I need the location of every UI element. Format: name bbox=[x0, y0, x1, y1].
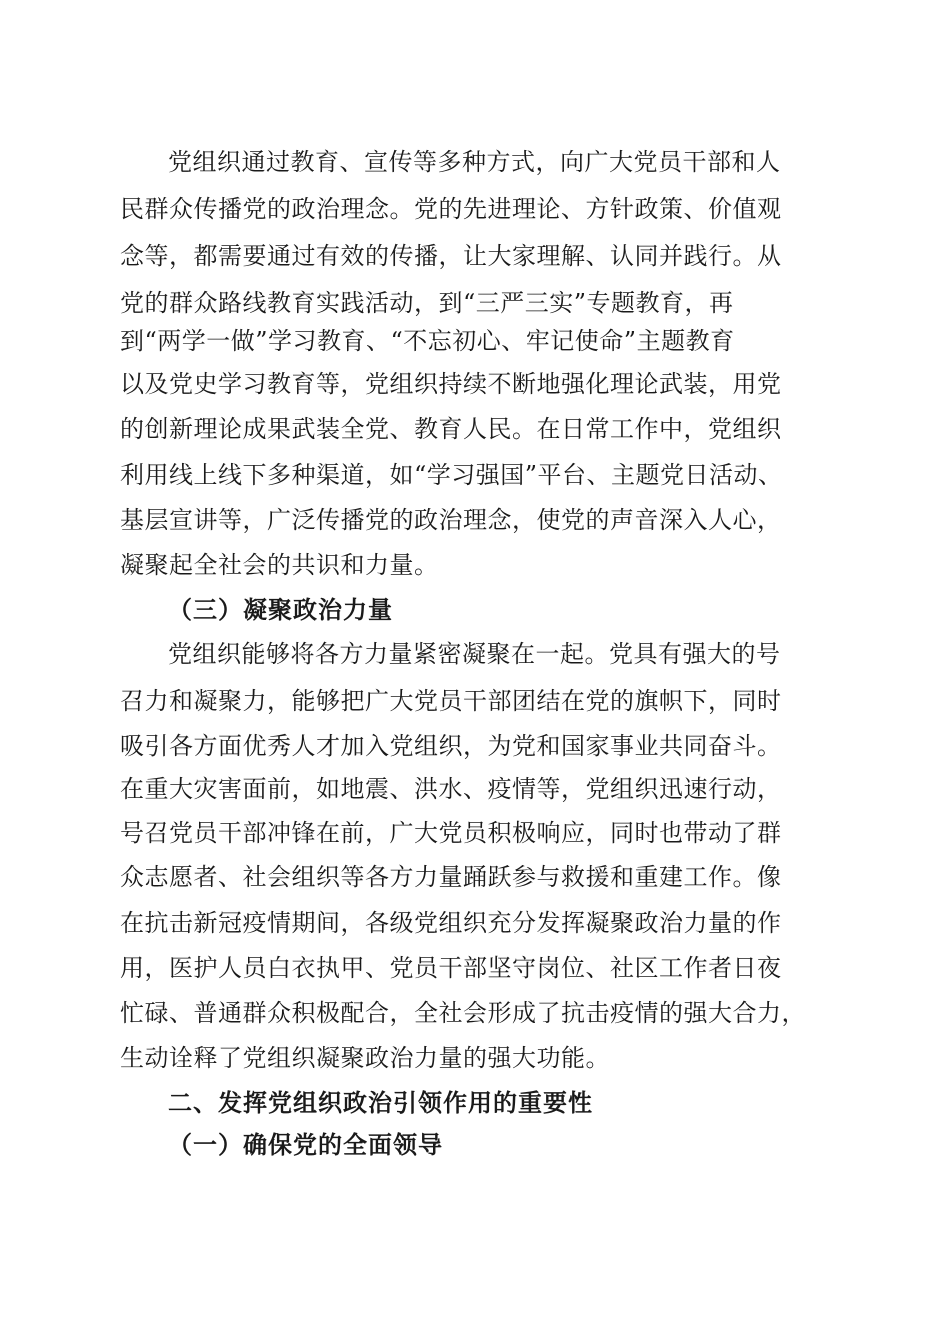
paragraph2-line-7: 在抗击新冠疫情期间，各级党组织充分发挥凝聚政治力量的作 bbox=[120, 909, 782, 937]
paragraph1-line-4: 党的群众路线教育实践活动，到“三严三实”专题教育，再 bbox=[120, 289, 734, 317]
section-two-heading: 二、发挥党组织政治引领作用的重要性 bbox=[168, 1089, 593, 1117]
paragraph2-line-10: 生动诠释了党组织凝聚政治力量的强大功能。 bbox=[120, 1044, 610, 1072]
section-two-sub1-heading: （一）确保党的全面领导 bbox=[168, 1130, 443, 1159]
paragraph1-line-1: 党组织通过教育、宣传等多种方式，向广大党员干部和人 bbox=[168, 148, 781, 176]
paragraph2-line-3: 吸引各方面优秀人才加入党组织，为党和国家事业共同奋斗。 bbox=[120, 732, 782, 760]
paragraph1-line-7: 的创新理论成果武装全党、教育人民。在日常工作中，党组织 bbox=[120, 415, 782, 443]
paragraph2-line-6: 众志愿者、社会组织等各方力量踊跃参与救援和重建工作。像 bbox=[120, 863, 782, 891]
paragraph1-line-6: 以及党史学习教育等，党组织持续不断地强化理论武装，用党 bbox=[120, 370, 782, 398]
paragraph2-line-4: 在重大灾害面前，如地震、洪水、疫情等，党组织迅速行动， bbox=[120, 775, 782, 803]
paragraph2-line-5: 号召党员干部冲锋在前，广大党员积极响应，同时也带动了群 bbox=[120, 819, 782, 847]
paragraph1-line-9: 基层宣讲等，广泛传播党的政治理念，使党的声音深入人心， bbox=[120, 506, 782, 534]
paragraph1-line-3: 念等，都需要通过有效的传播，让大家理解、认同并践行。从 bbox=[120, 242, 782, 270]
paragraph2-line-9: 忙碌、普通群众积极配合，全社会形成了抗击疫情的强大合力， bbox=[120, 999, 806, 1027]
paragraph1-line-5: 到“两学一做”学习教育、“不忘初心、牢记使命”主题教育 bbox=[120, 327, 735, 355]
paragraph2-line-8: 用，医护人员白衣执甲、党员干部坚守岗位、社区工作者日夜 bbox=[120, 954, 782, 982]
paragraph2-line-2: 召力和凝聚力，能够把广大党员干部团结在党的旗帜下，同时 bbox=[120, 687, 782, 715]
paragraph2-line-1: 党组织能够将各方力量紧密凝聚在一起。党具有强大的号 bbox=[168, 640, 781, 668]
paragraph1-line-2: 民群众传播党的政治理念。党的先进理论、方针政策、价值观 bbox=[120, 195, 782, 223]
section3-heading: （三）凝聚政治力量 bbox=[168, 595, 393, 624]
paragraph1-line-8: 利用线上线下多种渠道，如“学习强国”平台、主题党日活动、 bbox=[120, 461, 783, 489]
paragraph1-line-10: 凝聚起全社会的共识和力量。 bbox=[120, 551, 439, 579]
